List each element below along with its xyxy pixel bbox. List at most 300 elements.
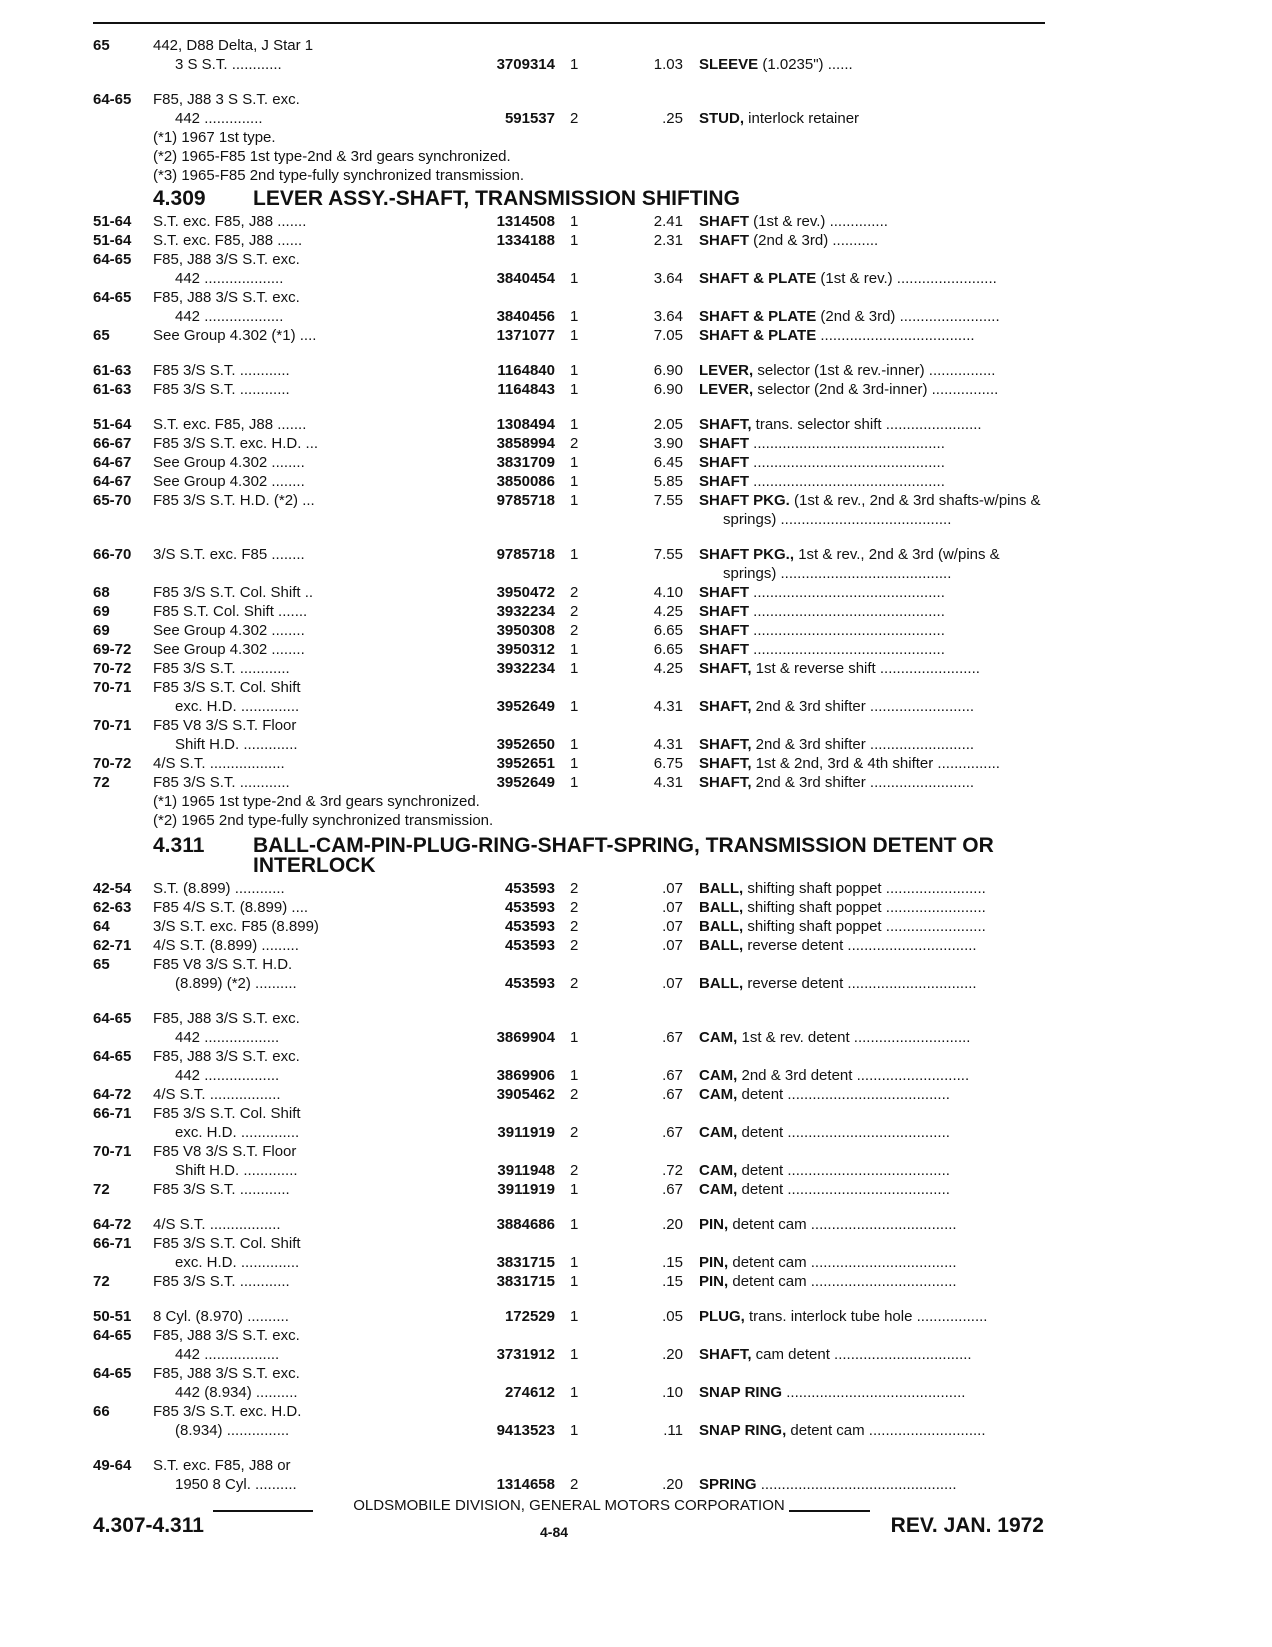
year-cell: 51-64	[93, 232, 132, 249]
part-number-cell: 3709314	[496, 56, 555, 73]
description-text: interlock retainer	[748, 110, 860, 127]
description-cell	[699, 326, 1139, 345]
description-cell	[699, 545, 1139, 564]
description-name: SHAFT,	[699, 755, 752, 772]
description-cell	[699, 1272, 1139, 1291]
price-cell: 4.10	[653, 584, 683, 601]
quantity-cell: 1	[570, 213, 579, 230]
year-cell: 49-64	[93, 1457, 132, 1474]
description-name: SHAFT	[699, 232, 749, 249]
application-cell: S.T. (8.899) ............	[153, 880, 285, 897]
year-cell: 64-72	[93, 1216, 132, 1233]
application-cell: 442 ..............	[175, 110, 263, 127]
quantity-cell: 2	[570, 1124, 579, 1141]
description-cell	[699, 1085, 1139, 1104]
description-name: BALL,	[699, 937, 744, 954]
part-number-cell: 3911948	[497, 1162, 555, 1179]
parts-row	[93, 1383, 1053, 1402]
footnote: (*1) 1967 1st type.	[153, 129, 276, 146]
price-cell: .72	[662, 1162, 683, 1179]
quantity-cell: 1	[570, 1254, 579, 1271]
quantity-cell: 2	[570, 603, 579, 620]
part-number-cell: 9785718	[496, 492, 555, 509]
year-cell: 66-70	[93, 546, 132, 563]
description-text: detent .......................................	[741, 1086, 950, 1103]
footer-organization-text: OLDSMOBILE DIVISION, GENERAL MOTORS CORPORATION	[349, 1497, 788, 1514]
part-number-cell: 591537	[504, 110, 555, 127]
description-name: SHAFT,	[699, 698, 752, 715]
quantity-cell: 1	[570, 736, 579, 753]
parts-row	[93, 974, 1053, 993]
parts-row	[93, 1326, 1053, 1345]
quantity-cell: 1	[570, 641, 579, 658]
application-cell: F85 3/S S.T. exc. H.D.	[153, 1403, 302, 1420]
description-cell	[699, 583, 1139, 602]
parts-row	[93, 1047, 1053, 1066]
parts-row	[93, 55, 1053, 74]
description-name: SHAFT & PLATE	[699, 270, 817, 287]
quantity-cell: 2	[570, 584, 579, 601]
parts-row	[93, 735, 1053, 754]
top-rule	[93, 22, 1045, 24]
parts-row	[93, 754, 1053, 773]
parts-row	[93, 109, 1053, 128]
application-cell: F85 3/S S.T. ............	[153, 660, 290, 677]
part-number-cell: 3869904	[496, 1029, 555, 1046]
description-text: (2nd & 3rd) ........................	[820, 308, 1000, 325]
price-cell: .20	[662, 1216, 683, 1233]
description-text: (1st & rev.) ........................	[820, 270, 997, 287]
description-cell	[699, 415, 1139, 434]
parts-row	[93, 90, 1053, 109]
price-cell: .07	[662, 899, 683, 916]
description-name: PLUG,	[699, 1308, 745, 1325]
description-text: 2nd & 3rd shifter .........................	[755, 736, 975, 753]
quantity-cell: 2	[570, 435, 579, 452]
year-cell: 64-65	[93, 289, 132, 306]
quantity-cell: 1	[570, 473, 579, 490]
price-cell: .07	[662, 975, 683, 992]
parts-row	[93, 529, 1053, 545]
quantity-cell: 2	[570, 1476, 579, 1493]
quantity-cell: 1	[570, 1029, 579, 1046]
part-number-cell: 3858994	[496, 435, 555, 452]
application-cell: F85 3/S S.T. Col. Shift	[153, 1105, 301, 1122]
description-cell	[699, 491, 1139, 510]
description-cell	[699, 1161, 1139, 1180]
quantity-cell: 1	[570, 454, 579, 471]
application-cell: S.T. exc. F85, J88 .......	[153, 416, 307, 433]
parts-row	[93, 1402, 1053, 1421]
application-cell: F85 3/S S.T. exc. H.D. ...	[153, 435, 319, 452]
description-name: BALL,	[699, 918, 744, 935]
application-cell: 442 ..................	[175, 1029, 280, 1046]
parts-row	[93, 621, 1053, 640]
quantity-cell: 1	[570, 416, 579, 433]
parts-row	[93, 510, 1053, 529]
application-cell: F85 3/S S.T. ............	[153, 1273, 290, 1290]
year-cell: 68	[93, 584, 110, 601]
quantity-cell: 1	[570, 1216, 579, 1233]
year-cell: 70-72	[93, 755, 132, 772]
part-number-cell: 3731912	[496, 1346, 555, 1363]
parts-row	[93, 993, 1053, 1009]
part-number-cell: 3952651	[496, 755, 555, 772]
part-number-cell: 3869906	[496, 1067, 555, 1084]
description-cell	[699, 1475, 1139, 1494]
price-cell: 6.90	[653, 381, 683, 398]
parts-row	[93, 1421, 1053, 1440]
quantity-cell: 1	[570, 755, 579, 772]
description-name: SHAFT	[699, 213, 749, 230]
description-name: SNAP RING,	[699, 1422, 787, 1439]
parts-row	[93, 472, 1053, 491]
parts-row	[93, 1215, 1053, 1234]
application-cell: F85, J88 3/S S.T. exc.	[153, 1010, 300, 1027]
quantity-cell: 2	[570, 918, 579, 935]
description-cell	[723, 510, 1139, 529]
description-text: (1.0235") ......	[762, 56, 853, 73]
part-number-cell: 1371077	[496, 327, 555, 344]
parts-row	[93, 399, 1053, 415]
description-name: SHAFT,	[699, 736, 752, 753]
price-cell: .67	[662, 1067, 683, 1084]
parts-row	[93, 361, 1053, 380]
description-cell	[699, 936, 1139, 955]
year-cell: 70-71	[93, 717, 132, 734]
description-text: ..............................................	[753, 603, 945, 620]
part-number-cell: 274612	[504, 1384, 555, 1401]
parts-row	[93, 212, 1053, 231]
parts-row	[93, 1364, 1053, 1383]
part-number-cell: 172529	[504, 1308, 555, 1325]
year-cell: 64-65	[93, 1365, 132, 1382]
application-cell: Shift H.D. .............	[175, 1162, 298, 1179]
quantity-cell: 1	[570, 1384, 579, 1401]
price-cell: 6.65	[653, 641, 683, 658]
description-text: shifting shaft poppet ........................	[747, 918, 986, 935]
description-name: CAM,	[699, 1162, 738, 1179]
quantity-cell: 1	[570, 56, 579, 73]
group-heading	[93, 189, 1053, 209]
year-cell: 70-71	[93, 1143, 132, 1160]
year-cell: 72	[93, 1273, 110, 1290]
price-cell: 2.31	[653, 232, 683, 249]
price-cell: 4.31	[653, 698, 683, 715]
year-cell: 64	[93, 918, 110, 935]
description-cell	[699, 269, 1139, 288]
application-cell: F85, J88 3 S S.T. exc.	[153, 91, 300, 108]
quantity-cell: 1	[570, 1181, 579, 1198]
quantity-cell: 1	[570, 270, 579, 287]
part-number-cell: 9413523	[496, 1422, 555, 1439]
price-cell: .05	[662, 1308, 683, 1325]
description-cell	[699, 1215, 1139, 1234]
price-cell: 6.75	[653, 755, 683, 772]
description-cell	[699, 1028, 1139, 1047]
application-cell: F85 3/S S.T. H.D. (*2) ...	[153, 492, 315, 509]
description-text: 1st & reverse shift ........................	[755, 660, 980, 677]
price-cell: .07	[662, 918, 683, 935]
parts-row	[93, 716, 1053, 735]
description-text: detent cam ............................	[790, 1422, 986, 1439]
application-cell: F85 V8 3/S S.T. H.D.	[153, 956, 293, 973]
description-cell	[699, 917, 1139, 936]
description-text: reverse detent ...............................	[747, 937, 977, 954]
description-text: detent cam ...................................	[732, 1254, 957, 1271]
parts-row	[93, 307, 1053, 326]
parts-row	[93, 697, 1053, 716]
parts-row	[93, 1291, 1053, 1307]
parts-row	[93, 545, 1053, 564]
application-cell: 1950 8 Cyl. ..........	[175, 1476, 297, 1493]
part-number-cell: 3950312	[496, 641, 555, 658]
application-cell: See Group 4.302 ........	[153, 622, 305, 639]
application-cell: 3/S S.T. exc. F85 (8.899)	[153, 918, 319, 935]
parts-row	[93, 1161, 1053, 1180]
description-cell	[699, 1123, 1139, 1142]
description-name: STUD,	[699, 110, 744, 127]
price-cell: .07	[662, 937, 683, 954]
description-text: (2nd & 3rd) ...........	[753, 232, 879, 249]
parts-row	[93, 1142, 1053, 1161]
quantity-cell: 2	[570, 1086, 579, 1103]
description-name: BALL,	[699, 899, 744, 916]
application-cell: F85, J88 3/S S.T. exc.	[153, 251, 300, 268]
parts-row	[93, 1456, 1053, 1475]
parts-row	[93, 74, 1053, 90]
parts-row	[93, 640, 1053, 659]
description-cell	[699, 109, 1139, 128]
application-cell: F85 S.T. Col. Shift .......	[153, 603, 308, 620]
application-cell: S.T. exc. F85, J88 ......	[153, 232, 303, 249]
description-text: ...............................................	[760, 1476, 957, 1493]
parts-row	[93, 415, 1053, 434]
description-name: SHAFT,	[699, 774, 752, 791]
year-cell: 72	[93, 1181, 110, 1198]
parts-row	[93, 1307, 1053, 1326]
description-cell	[699, 697, 1139, 716]
application-cell: 4/S S.T. (8.899) .........	[153, 937, 299, 954]
description-cell	[699, 879, 1139, 898]
description-name: SHAFT & PLATE	[699, 308, 817, 325]
description-cell	[699, 1253, 1139, 1272]
description-text: springs) .........................................	[723, 511, 952, 528]
application-cell: F85 3/S S.T. Col. Shift	[153, 679, 301, 696]
year-cell: 66	[93, 1403, 110, 1420]
description-cell	[699, 1345, 1139, 1364]
price-cell: 2.05	[653, 416, 683, 433]
quantity-cell: 1	[570, 660, 579, 677]
quantity-cell: 1	[570, 492, 579, 509]
application-cell: (8.899) (*2) ..........	[175, 975, 297, 992]
part-number-cell: 1164843	[497, 381, 555, 398]
part-number-cell: 453593	[504, 899, 555, 916]
description-cell	[723, 564, 1139, 583]
price-cell: 7.55	[653, 546, 683, 563]
price-cell: .07	[662, 880, 683, 897]
price-cell: 6.65	[653, 622, 683, 639]
quantity-cell: 2	[570, 937, 579, 954]
price-cell: 4.25	[653, 603, 683, 620]
description-text: trans. selector shift .......................	[755, 416, 982, 433]
footer-page-number: 4-84	[540, 1524, 569, 1540]
part-number-cell: 3932234	[496, 660, 555, 677]
description-name: SHAFT,	[699, 1346, 752, 1363]
parts-row	[93, 564, 1053, 583]
part-number-cell: 453593	[504, 880, 555, 897]
parts-row	[93, 773, 1053, 792]
price-cell: 7.05	[653, 327, 683, 344]
description-cell	[699, 659, 1139, 678]
part-number-cell: 453593	[504, 918, 555, 935]
description-cell	[699, 754, 1139, 773]
description-cell	[699, 974, 1139, 993]
year-cell: 65-70	[93, 492, 132, 509]
parts-row	[93, 936, 1053, 955]
application-cell: exc. H.D. ..............	[175, 1254, 300, 1271]
description-text: 2nd & 3rd shifter .........................	[755, 698, 975, 715]
description-text: ..............................................	[753, 584, 945, 601]
part-number-cell: 453593	[504, 937, 555, 954]
description-name: SHAFT	[699, 473, 749, 490]
description-cell	[699, 1383, 1139, 1402]
price-cell: .15	[662, 1254, 683, 1271]
parts-row	[93, 380, 1053, 399]
year-cell: 42-54	[93, 880, 132, 897]
footnote: (*2) 1965-F85 1st type-2nd & 3rd gears synchronized.	[153, 148, 511, 165]
year-cell: 69	[93, 603, 110, 620]
price-cell: .67	[662, 1029, 683, 1046]
description-name: SHAFT	[699, 622, 749, 639]
description-cell	[699, 621, 1139, 640]
price-cell: .67	[662, 1124, 683, 1141]
description-cell	[699, 1421, 1139, 1440]
parts-row	[93, 659, 1053, 678]
description-name: CAM,	[699, 1124, 738, 1141]
application-cell: F85 3/S S.T. ............	[153, 362, 290, 379]
parts-row	[93, 288, 1053, 307]
description-name: SLEEVE	[699, 56, 759, 73]
quantity-cell: 1	[570, 774, 579, 791]
year-cell: 69-72	[93, 641, 132, 658]
year-cell: 65	[93, 956, 110, 973]
description-text: ..............................................	[753, 454, 945, 471]
application-cell: 442 ...................	[175, 308, 284, 325]
price-cell: .25	[662, 110, 683, 127]
quantity-cell: 1	[570, 327, 579, 344]
application-cell: See Group 4.302 ........	[153, 454, 305, 471]
application-cell: 442 ..................	[175, 1346, 280, 1363]
footer-revision: REV. JAN. 1972	[890, 1514, 1044, 1537]
description-text: selector (2nd & 3rd-inner) ................	[757, 381, 999, 398]
price-cell: 1.03	[653, 56, 683, 73]
description-cell	[699, 602, 1139, 621]
description-name: SNAP RING	[699, 1384, 783, 1401]
description-name: SHAFT,	[699, 416, 752, 433]
part-number-cell: 3932234	[496, 603, 555, 620]
quantity-cell: 1	[570, 1422, 579, 1439]
description-cell	[699, 453, 1139, 472]
year-cell: 61-63	[93, 381, 132, 398]
description-text: 2nd & 3rd detent ...........................	[741, 1067, 970, 1084]
year-cell: 70-72	[93, 660, 132, 677]
description-name: SHAFT PKG.	[699, 492, 790, 509]
description-text: ..............................................	[753, 641, 945, 658]
year-cell: 70-71	[93, 679, 132, 696]
part-number-cell: 453593	[504, 975, 555, 992]
application-cell: S.T. exc. F85, J88 or	[153, 1457, 291, 1474]
parts-row	[93, 1104, 1053, 1123]
description-name: LEVER,	[699, 381, 754, 398]
quantity-cell: 2	[570, 110, 579, 127]
quantity-cell: 1	[570, 381, 579, 398]
parts-row	[93, 1272, 1053, 1291]
group-number: 4.309	[153, 187, 206, 210]
part-number-cell: 3831715	[496, 1254, 555, 1271]
description-cell	[699, 1180, 1139, 1199]
part-number-cell: 3840456	[496, 308, 555, 325]
description-text: detent .......................................	[741, 1181, 950, 1198]
description-text: ..............................................	[753, 435, 945, 452]
description-name: SHAFT	[699, 454, 749, 471]
quantity-cell: 1	[570, 308, 579, 325]
part-number-cell: 1314658	[496, 1476, 555, 1493]
part-number-cell: 1308494	[496, 416, 555, 433]
description-cell	[699, 307, 1139, 326]
parts-row	[93, 453, 1053, 472]
part-number-cell: 3905462	[496, 1086, 555, 1103]
application-cell: 4/S S.T. ..................	[153, 755, 285, 772]
parts-row	[93, 1066, 1053, 1085]
parts-row	[93, 898, 1053, 917]
year-cell: 51-64	[93, 416, 132, 433]
year-cell: 64-65	[93, 1010, 132, 1027]
price-cell: 6.45	[653, 454, 683, 471]
application-cell: F85 3/S S.T. ............	[153, 774, 290, 791]
description-text: detent .......................................	[741, 1162, 950, 1179]
application-cell: F85 3/S S.T. Col. Shift	[153, 1235, 301, 1252]
parts-row	[93, 583, 1053, 602]
parts-row	[93, 345, 1053, 361]
description-name: CAM,	[699, 1029, 738, 1046]
parts-row	[93, 1199, 1053, 1215]
parts-row	[93, 269, 1053, 288]
description-text: 1st & rev., 2nd & 3rd (w/pins &	[798, 546, 1000, 563]
application-cell: 442 (8.934) ..........	[175, 1384, 298, 1401]
part-number-cell: 3831715	[496, 1273, 555, 1290]
parts-row	[93, 491, 1053, 510]
quantity-cell: 2	[570, 1162, 579, 1179]
year-cell: 65	[93, 327, 110, 344]
description-text: .....................................	[820, 327, 975, 344]
description-name: PIN,	[699, 1216, 729, 1233]
part-number-cell: 3950472	[496, 584, 555, 601]
price-cell: .20	[662, 1346, 683, 1363]
parts-row	[93, 1028, 1053, 1047]
year-cell: 64-65	[93, 1048, 132, 1065]
description-text: (1st & rev.) ..............	[753, 213, 888, 230]
quantity-cell: 2	[570, 975, 579, 992]
description-cell	[699, 361, 1139, 380]
description-text: ..............................................	[753, 473, 945, 490]
description-text: springs) .........................................	[723, 565, 952, 582]
application-cell: 4/S S.T. .................	[153, 1216, 281, 1233]
application-cell: exc. H.D. ..............	[175, 698, 300, 715]
year-cell: 64-67	[93, 473, 132, 490]
description-cell	[699, 212, 1139, 231]
parts-row	[93, 326, 1053, 345]
